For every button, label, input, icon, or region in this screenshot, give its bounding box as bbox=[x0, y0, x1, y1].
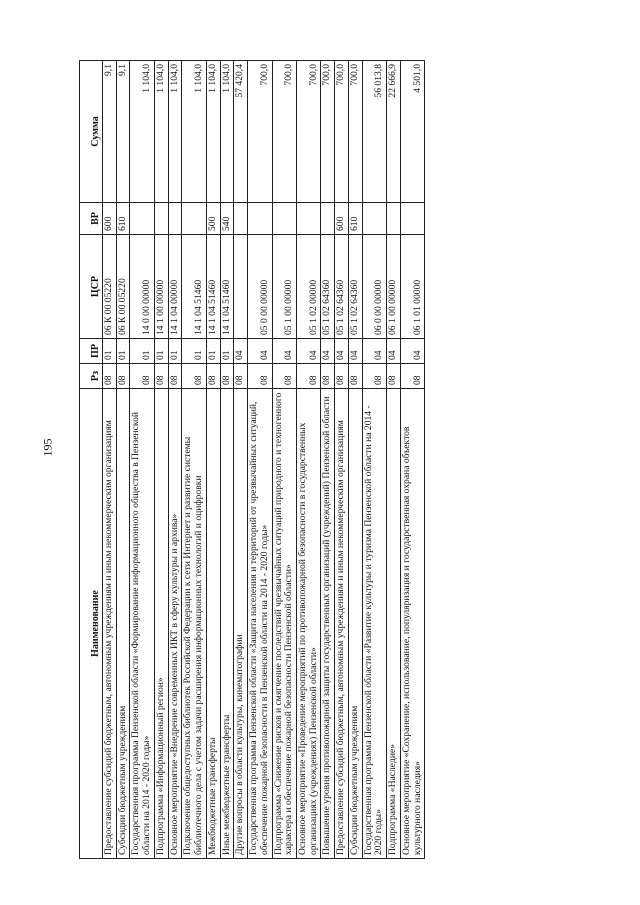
table-header-row bbox=[80, 61, 103, 859]
row-vr: 540 bbox=[220, 203, 234, 235]
row-pr: 01 bbox=[130, 339, 154, 364]
row-sum: 1 104,0 bbox=[182, 61, 206, 203]
row-vr bbox=[362, 203, 386, 235]
row-rz: 08 bbox=[116, 364, 130, 389]
row-vr bbox=[154, 203, 168, 235]
row-vr bbox=[234, 203, 248, 235]
row-rz: 08 bbox=[103, 364, 117, 389]
row-sum: 4 501,0 bbox=[400, 61, 424, 203]
row-pr: 04 bbox=[348, 339, 362, 364]
table-row bbox=[116, 61, 130, 859]
row-pr: 04 bbox=[248, 339, 272, 364]
row-rz: 08 bbox=[362, 364, 386, 389]
row-vr: 500 bbox=[206, 203, 220, 235]
row-rz: 08 bbox=[321, 364, 335, 389]
row-vr bbox=[400, 203, 424, 235]
row-pr: 04 bbox=[234, 339, 248, 364]
header-sum: Сумма bbox=[80, 61, 103, 203]
row-pr: 01 bbox=[103, 339, 117, 364]
row-csr: 14 1 04 51460 bbox=[220, 235, 234, 339]
row-csr: 05 1 02 64360 bbox=[321, 235, 335, 339]
row-vr bbox=[272, 203, 296, 235]
table-row bbox=[206, 61, 220, 859]
row-pr: 04 bbox=[297, 339, 321, 364]
table-row bbox=[400, 61, 424, 859]
row-rz: 08 bbox=[297, 364, 321, 389]
row-csr: 06 0 00 00000 bbox=[362, 235, 386, 339]
row-vr: 600 bbox=[335, 203, 349, 235]
row-pr: 01 bbox=[154, 339, 168, 364]
row-csr: 14 1 04 51460 bbox=[206, 235, 220, 339]
row-pr: 04 bbox=[272, 339, 296, 364]
row-name: Межбюджетные трансферты bbox=[206, 389, 220, 859]
row-vr bbox=[248, 203, 272, 235]
header-csr: ЦСР bbox=[80, 235, 103, 339]
header-vr: ВР bbox=[80, 203, 103, 235]
row-rz: 08 bbox=[182, 364, 206, 389]
row-vr bbox=[297, 203, 321, 235]
row-vr: 610 bbox=[116, 203, 130, 235]
row-name: Предоставление субсидий бюджетным, автономным учреждениям и иным некоммерческим организациям bbox=[103, 389, 117, 859]
row-name: Государственная программа Пензенской области «Формирование информационного общества в Пензенской области на 2014 - 2020 годы» bbox=[130, 389, 154, 859]
table-row bbox=[362, 61, 386, 859]
page-number: 195 bbox=[40, 438, 55, 457]
table-row bbox=[130, 61, 154, 859]
row-rz: 08 bbox=[387, 364, 401, 389]
row-pr: 01 bbox=[220, 339, 234, 364]
row-csr: 06 1 00 00000 bbox=[387, 235, 401, 339]
budget-table-sheet bbox=[79, 61, 559, 859]
table-row bbox=[335, 61, 349, 859]
row-name: Подключение общедоступных библиотек Российской Федерации к сети Интернет и развитие системы библиотечного дела с учетом задачи расширения информационных технологий и оцифровки bbox=[182, 389, 206, 859]
row-rz: 08 bbox=[335, 364, 349, 389]
row-csr: 06 К 00 05220 bbox=[103, 235, 117, 339]
row-pr: 04 bbox=[362, 339, 386, 364]
row-vr bbox=[182, 203, 206, 235]
row-name: Подпрограмма «Снижение рисков и смягчение последствий чрезвычайных ситуаций природного и техногенного характера и обеспечение пожарной безопасности Пензенской области» bbox=[272, 389, 296, 859]
row-sum: 1 104,0 bbox=[154, 61, 168, 203]
row-pr: 04 bbox=[335, 339, 349, 364]
row-sum: 700,0 bbox=[321, 61, 335, 203]
row-vr bbox=[387, 203, 401, 235]
row-csr: 05 0 00 00000 bbox=[248, 235, 272, 339]
table-row bbox=[248, 61, 272, 859]
row-pr: 04 bbox=[400, 339, 424, 364]
row-csr: 14 0 00 00000 bbox=[130, 235, 154, 339]
row-sum: 57 420,4 bbox=[234, 61, 248, 203]
row-name: Государственная программа Пензенской области «Развитие культуры и туризма Пензенской области на 2014 - 2020 годы» bbox=[362, 389, 386, 859]
row-sum: 1 104,0 bbox=[206, 61, 220, 203]
table-row bbox=[234, 61, 248, 859]
row-rz: 08 bbox=[234, 364, 248, 389]
table-row bbox=[387, 61, 401, 859]
row-rz: 08 bbox=[130, 364, 154, 389]
row-csr: 14 1 04 00000 bbox=[168, 235, 182, 339]
row-sum: 1 104,0 bbox=[168, 61, 182, 203]
table-row bbox=[154, 61, 168, 859]
row-pr: 01 bbox=[168, 339, 182, 364]
row-csr: 14 1 00 00000 bbox=[154, 235, 168, 339]
row-sum: 56 013,8 bbox=[362, 61, 386, 203]
row-sum: 9,1 bbox=[116, 61, 130, 203]
table-row bbox=[168, 61, 182, 859]
row-csr: 05 1 02 00000 bbox=[297, 235, 321, 339]
row-name: Основное мероприятие «Сохранение, использование, популяризация и государственная охрана объектов культурного наследия» bbox=[400, 389, 424, 859]
row-rz: 08 bbox=[154, 364, 168, 389]
row-vr: 610 bbox=[348, 203, 362, 235]
row-sum: 9,1 bbox=[103, 61, 117, 203]
row-name: Основное мероприятие «Проведение мероприятий по противопожарной безопасности в государственных организациях (учреждениях) Пензенской области» bbox=[297, 389, 321, 859]
row-rz: 08 bbox=[168, 364, 182, 389]
row-pr: 04 bbox=[387, 339, 401, 364]
table-row bbox=[272, 61, 296, 859]
table-row bbox=[220, 61, 234, 859]
table-row bbox=[321, 61, 335, 859]
row-name: Субсидии бюджетным учреждениям bbox=[348, 389, 362, 859]
row-sum: 1 104,0 bbox=[130, 61, 154, 203]
row-vr bbox=[168, 203, 182, 235]
table-row bbox=[103, 61, 117, 859]
row-sum: 700,0 bbox=[248, 61, 272, 203]
row-rz: 08 bbox=[220, 364, 234, 389]
table-row bbox=[297, 61, 321, 859]
row-pr: 01 bbox=[116, 339, 130, 364]
table-row bbox=[182, 61, 206, 859]
row-sum: 700,0 bbox=[272, 61, 296, 203]
header-name: Наименование bbox=[80, 389, 103, 859]
row-sum: 22 666,9 bbox=[387, 61, 401, 203]
row-name: Подпрограмма «Наследие» bbox=[387, 389, 401, 859]
row-pr: 01 bbox=[182, 339, 206, 364]
row-vr bbox=[321, 203, 335, 235]
row-rz: 08 bbox=[248, 364, 272, 389]
row-name: Предоставление субсидий бюджетным, автономным учреждениям и иным некоммерческим организациям bbox=[335, 389, 349, 859]
row-rz: 08 bbox=[206, 364, 220, 389]
row-csr: 05 1 02 64360 bbox=[348, 235, 362, 339]
row-pr: 04 bbox=[321, 339, 335, 364]
row-rz: 08 bbox=[400, 364, 424, 389]
row-vr: 600 bbox=[103, 203, 117, 235]
row-rz: 08 bbox=[272, 364, 296, 389]
row-name: Повышение уровня противопожарной защиты государственных организаций (учреждений) Пензенской области bbox=[321, 389, 335, 859]
row-sum: 1 104,0 bbox=[220, 61, 234, 203]
row-name: Основное мероприятие «Внедрение современных ИКТ в сферу культуры и архива» bbox=[168, 389, 182, 859]
row-vr bbox=[130, 203, 154, 235]
row-csr: 14 1 04 51460 bbox=[182, 235, 206, 339]
row-sum: 700,0 bbox=[297, 61, 321, 203]
row-csr: 06 К 00 05220 bbox=[116, 235, 130, 339]
table-row bbox=[348, 61, 362, 859]
row-sum: 700,0 bbox=[335, 61, 349, 203]
row-name: Другие вопросы в области культуры, кинематографии bbox=[234, 389, 248, 859]
row-pr: 01 bbox=[206, 339, 220, 364]
row-csr: 05 1 00 00000 bbox=[272, 235, 296, 339]
row-name: Субсидии бюджетным учреждениям bbox=[116, 389, 130, 859]
row-name: Подпрограмма «Информационный регион» bbox=[154, 389, 168, 859]
row-name: Государственная программа Пензенской области «Защита населения и территорий от чрезвычайных ситуаций, обеспечение пожарной безопасности в Пензенской области на 2014 - 2020 годы» bbox=[248, 389, 272, 859]
row-sum: 700,0 bbox=[348, 61, 362, 203]
budget-table bbox=[79, 60, 425, 859]
row-csr: 05 1 02 64360 bbox=[335, 235, 349, 339]
row-rz: 08 bbox=[348, 364, 362, 389]
row-csr bbox=[234, 235, 248, 339]
header-pr: ПР bbox=[80, 339, 103, 364]
header-rz: Рз bbox=[80, 364, 103, 389]
row-csr: 06 1 01 00000 bbox=[400, 235, 424, 339]
row-name: Иные межбюджетные трансферты bbox=[220, 389, 234, 859]
